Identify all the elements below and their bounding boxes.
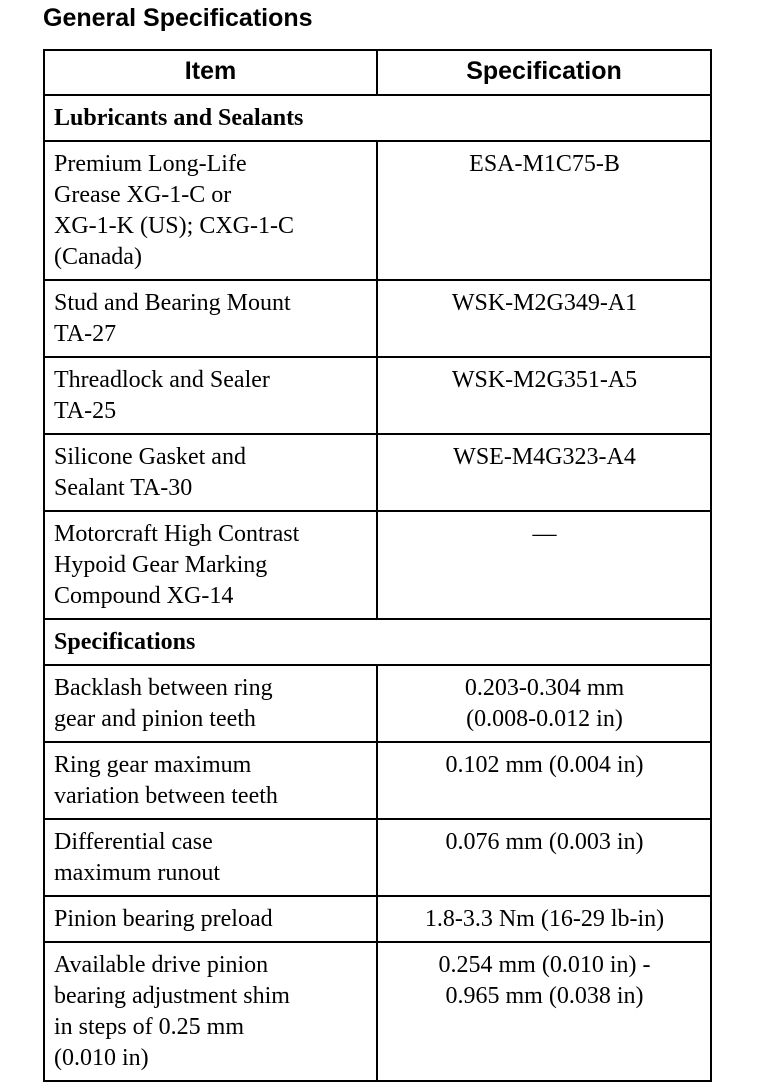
item-cell <box>44 819 377 896</box>
specification-text-line: — <box>532 521 557 547</box>
table-row <box>44 819 711 896</box>
item-text-line: Stud and Bearing Mount <box>54 290 291 316</box>
item-text-line: Available drive pinion <box>54 952 269 978</box>
section-heading: Lubricants and Sealants <box>44 95 711 141</box>
table-header-row <box>44 50 711 95</box>
specification-cell <box>377 896 711 942</box>
item-text-line: Pinion bearing preload <box>54 906 273 932</box>
table-row <box>44 942 711 1081</box>
item-cell <box>44 896 377 942</box>
item-text-line: variation between teeth <box>54 783 278 809</box>
item-cell <box>44 511 377 619</box>
specification-cell <box>377 742 711 819</box>
item-text-line: Ring gear maximum <box>54 752 252 778</box>
item-cell <box>44 742 377 819</box>
item-text-line: XG-1-K (US); CXG-1-C <box>54 213 294 239</box>
specification-text-line: 0.254 mm (0.010 in) - <box>438 952 651 978</box>
item-text-line: (Canada) <box>54 244 142 270</box>
specification-cell <box>377 942 711 1081</box>
item-cell <box>44 434 377 511</box>
table-row <box>44 896 711 942</box>
item-text-line: Premium Long-Life <box>54 151 247 177</box>
specification-cell <box>377 819 711 896</box>
item-cell <box>44 357 377 434</box>
specification-text-line: WSK-M2G349-A1 <box>451 290 638 316</box>
table-row <box>44 280 711 357</box>
specification-cell <box>377 511 711 619</box>
table-row <box>44 511 711 619</box>
item-text-line: Motorcraft High Contrast <box>54 521 300 547</box>
specification-text-line: WSK-M2G351-A5 <box>451 367 638 393</box>
specification-cell <box>377 665 711 742</box>
table-row <box>44 742 711 819</box>
item-cell <box>44 665 377 742</box>
specification-cell <box>377 141 711 280</box>
specification-text-line: WSE-M4G323-A4 <box>453 444 636 470</box>
specifications-table <box>43 49 712 1082</box>
item-text-line: Threadlock and Sealer <box>54 367 270 393</box>
item-text-line: in steps of 0.25 mm <box>54 1014 244 1040</box>
specification-cell <box>377 357 711 434</box>
item-text-line: maximum runout <box>54 860 220 886</box>
specification-cell <box>377 434 711 511</box>
page-title: General Specifications <box>43 4 313 32</box>
item-text-line: Compound XG-14 <box>54 583 234 609</box>
item-text-line: TA-25 <box>54 398 117 424</box>
specification-text-line: 1.8-3.3 Nm (16-29 lb-in) <box>424 906 665 932</box>
column-header-item: Item <box>44 50 377 95</box>
item-text-line: Silicone Gasket and <box>54 444 246 470</box>
item-text-line: Differential case <box>54 829 213 855</box>
item-text-line: Sealant TA-30 <box>54 475 193 501</box>
item-text-line: (0.010 in) <box>54 1045 149 1071</box>
specification-text-line: 0.102 mm (0.004 in) <box>445 752 644 778</box>
specification-text-line: 0.076 mm (0.003 in) <box>445 829 644 855</box>
column-header-specification: Specification <box>377 50 711 95</box>
item-text-line: Hypoid Gear Marking <box>54 552 268 578</box>
item-text-line: gear and pinion teeth <box>54 706 256 732</box>
specification-text-line: (0.008-0.012 in) <box>466 706 623 732</box>
specification-text-line: ESA-M1C75-B <box>469 151 620 177</box>
table-row <box>44 357 711 434</box>
item-text-line: TA-27 <box>54 321 117 347</box>
item-text-line: Grease XG-1-C or <box>54 182 232 208</box>
section-heading: Specifications <box>44 619 711 665</box>
item-cell <box>44 280 377 357</box>
table-body <box>44 95 711 1081</box>
specification-text-line: 0.203-0.304 mm <box>464 675 625 701</box>
item-cell <box>44 942 377 1081</box>
specification-text-line: 0.965 mm (0.038 in) <box>445 983 644 1009</box>
table-row <box>44 434 711 511</box>
table-row <box>44 141 711 280</box>
section-row <box>44 95 711 141</box>
item-text-line: bearing adjustment shim <box>54 983 290 1009</box>
section-row <box>44 619 711 665</box>
item-text-line: Backlash between ring <box>54 675 273 701</box>
item-cell <box>44 141 377 280</box>
table-row <box>44 665 711 742</box>
specification-cell <box>377 280 711 357</box>
